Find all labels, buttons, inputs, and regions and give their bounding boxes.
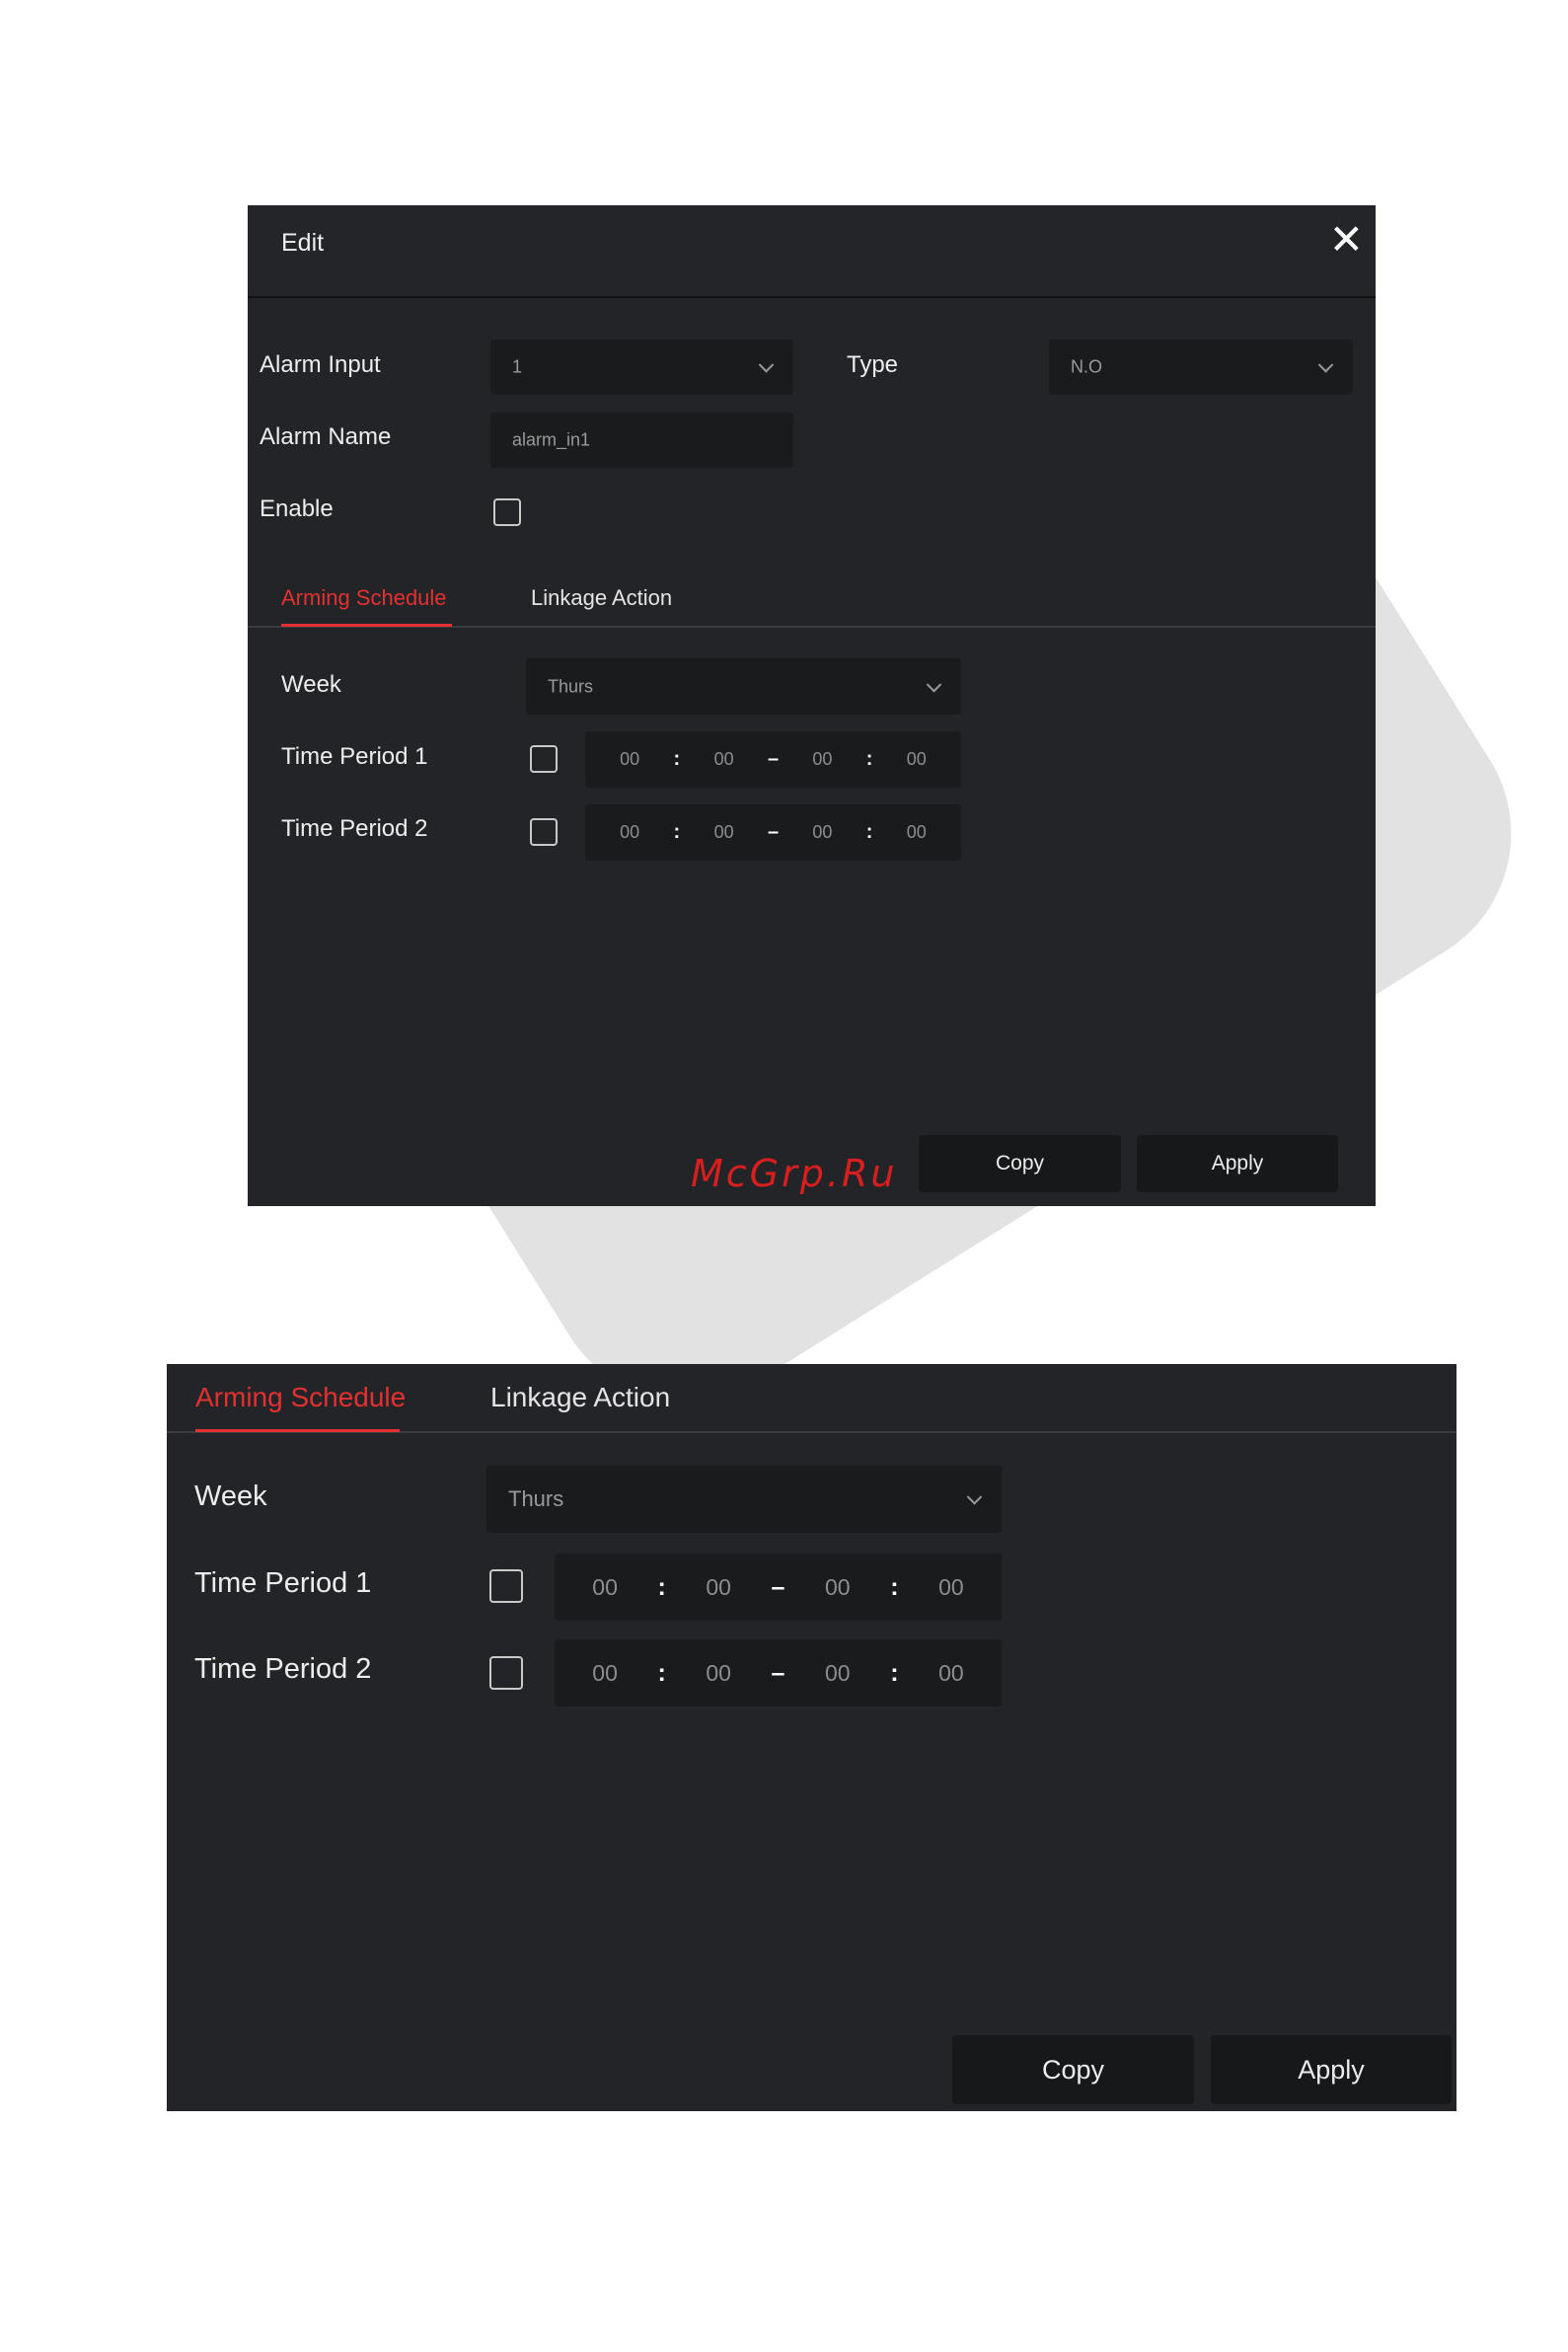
watermark-text: McGrp.Ru <box>691 1152 898 1195</box>
dialog-header <box>248 205 1376 298</box>
type-value: N.O <box>1071 356 1103 377</box>
tab-linkage-action[interactable]: Linkage Action <box>490 1382 671 1412</box>
start-minute[interactable]: 00 <box>706 1659 731 1686</box>
edit-dialog <box>248 205 1376 1206</box>
arming-schedule-panel <box>167 1364 1456 2111</box>
start-minute[interactable]: 00 <box>713 822 734 842</box>
chevron-down-icon <box>967 1489 983 1505</box>
week-select[interactable] <box>486 1466 1002 1533</box>
active-tab-indicator <box>195 1429 400 1432</box>
chevron-down-icon <box>927 677 942 693</box>
start-minute[interactable]: 00 <box>713 749 734 769</box>
close-icon[interactable]: ✕ <box>1328 216 1364 263</box>
alarm-input-label: Alarm Input <box>260 351 381 378</box>
start-hour[interactable]: 00 <box>592 1573 618 1600</box>
end-hour[interactable]: 00 <box>825 1573 851 1600</box>
enable-checkbox[interactable] <box>493 498 521 526</box>
dash: – <box>771 1658 785 1687</box>
end-minute[interactable]: 00 <box>938 1659 964 1686</box>
colon: : <box>865 748 873 770</box>
time-period-2-checkbox[interactable] <box>530 818 558 846</box>
chevron-down-icon <box>1318 357 1334 373</box>
tab-linkage-action[interactable]: Linkage Action <box>531 585 673 610</box>
start-hour[interactable]: 00 <box>592 1659 618 1686</box>
enable-label: Enable <box>260 495 334 522</box>
dash: – <box>771 1572 785 1601</box>
time-period-2-input[interactable] <box>585 804 961 861</box>
end-hour[interactable]: 00 <box>812 749 833 769</box>
alarm-name-value: alarm_in1 <box>512 429 591 450</box>
apply-button[interactable]: Apply <box>1211 2035 1452 2104</box>
alarm-name-input[interactable] <box>490 413 793 468</box>
alarm-name-label: Alarm Name <box>260 423 392 450</box>
end-minute[interactable]: 00 <box>906 749 927 769</box>
dialog-title: Edit <box>281 229 325 257</box>
week-select[interactable] <box>526 658 961 715</box>
type-select[interactable] <box>1049 340 1353 395</box>
tab-arming-schedule[interactable]: Arming Schedule <box>195 1382 407 1412</box>
dash: – <box>767 748 780 770</box>
colon: : <box>865 821 873 843</box>
colon: : <box>890 1658 899 1687</box>
time-period-2-input[interactable] <box>555 1639 1002 1707</box>
apply-button[interactable]: Apply <box>1137 1135 1338 1192</box>
end-hour[interactable]: 00 <box>812 822 833 842</box>
copy-button[interactable]: Copy <box>952 2035 1194 2104</box>
week-label: Week <box>281 671 341 698</box>
colon: : <box>890 1572 899 1601</box>
week-value: Thurs <box>548 676 594 696</box>
time-period-1-label: Time Period 1 <box>194 1567 372 1599</box>
end-hour[interactable]: 00 <box>825 1659 851 1686</box>
start-minute[interactable]: 00 <box>706 1573 731 1600</box>
type-label: Type <box>847 351 899 378</box>
alarm-input-value: 1 <box>512 356 523 377</box>
colon: : <box>673 748 681 770</box>
time-period-2-label: Time Period 2 <box>194 1653 372 1685</box>
time-period-1-label: Time Period 1 <box>281 743 428 770</box>
start-hour[interactable]: 00 <box>620 749 640 769</box>
start-hour[interactable]: 00 <box>620 822 640 842</box>
week-label: Week <box>194 1480 267 1512</box>
time-period-1-input[interactable] <box>555 1554 1002 1621</box>
active-tab-indicator <box>281 624 452 627</box>
time-period-1-input[interactable] <box>585 731 961 788</box>
dash: – <box>767 821 780 843</box>
time-period-2-checkbox[interactable] <box>489 1656 523 1690</box>
end-minute[interactable]: 00 <box>938 1573 964 1600</box>
alarm-input-select[interactable] <box>490 340 793 395</box>
time-period-2-label: Time Period 2 <box>281 815 428 842</box>
copy-button[interactable]: Copy <box>919 1135 1121 1192</box>
week-value: Thurs <box>508 1486 564 1511</box>
colon: : <box>657 1658 666 1687</box>
colon: : <box>657 1572 666 1601</box>
end-minute[interactable]: 00 <box>906 822 927 842</box>
tab-arming-schedule[interactable]: Arming Schedule <box>281 585 447 610</box>
chevron-down-icon <box>759 357 775 373</box>
time-period-1-checkbox[interactable] <box>489 1569 523 1603</box>
colon: : <box>673 821 681 843</box>
time-period-1-checkbox[interactable] <box>530 745 558 773</box>
